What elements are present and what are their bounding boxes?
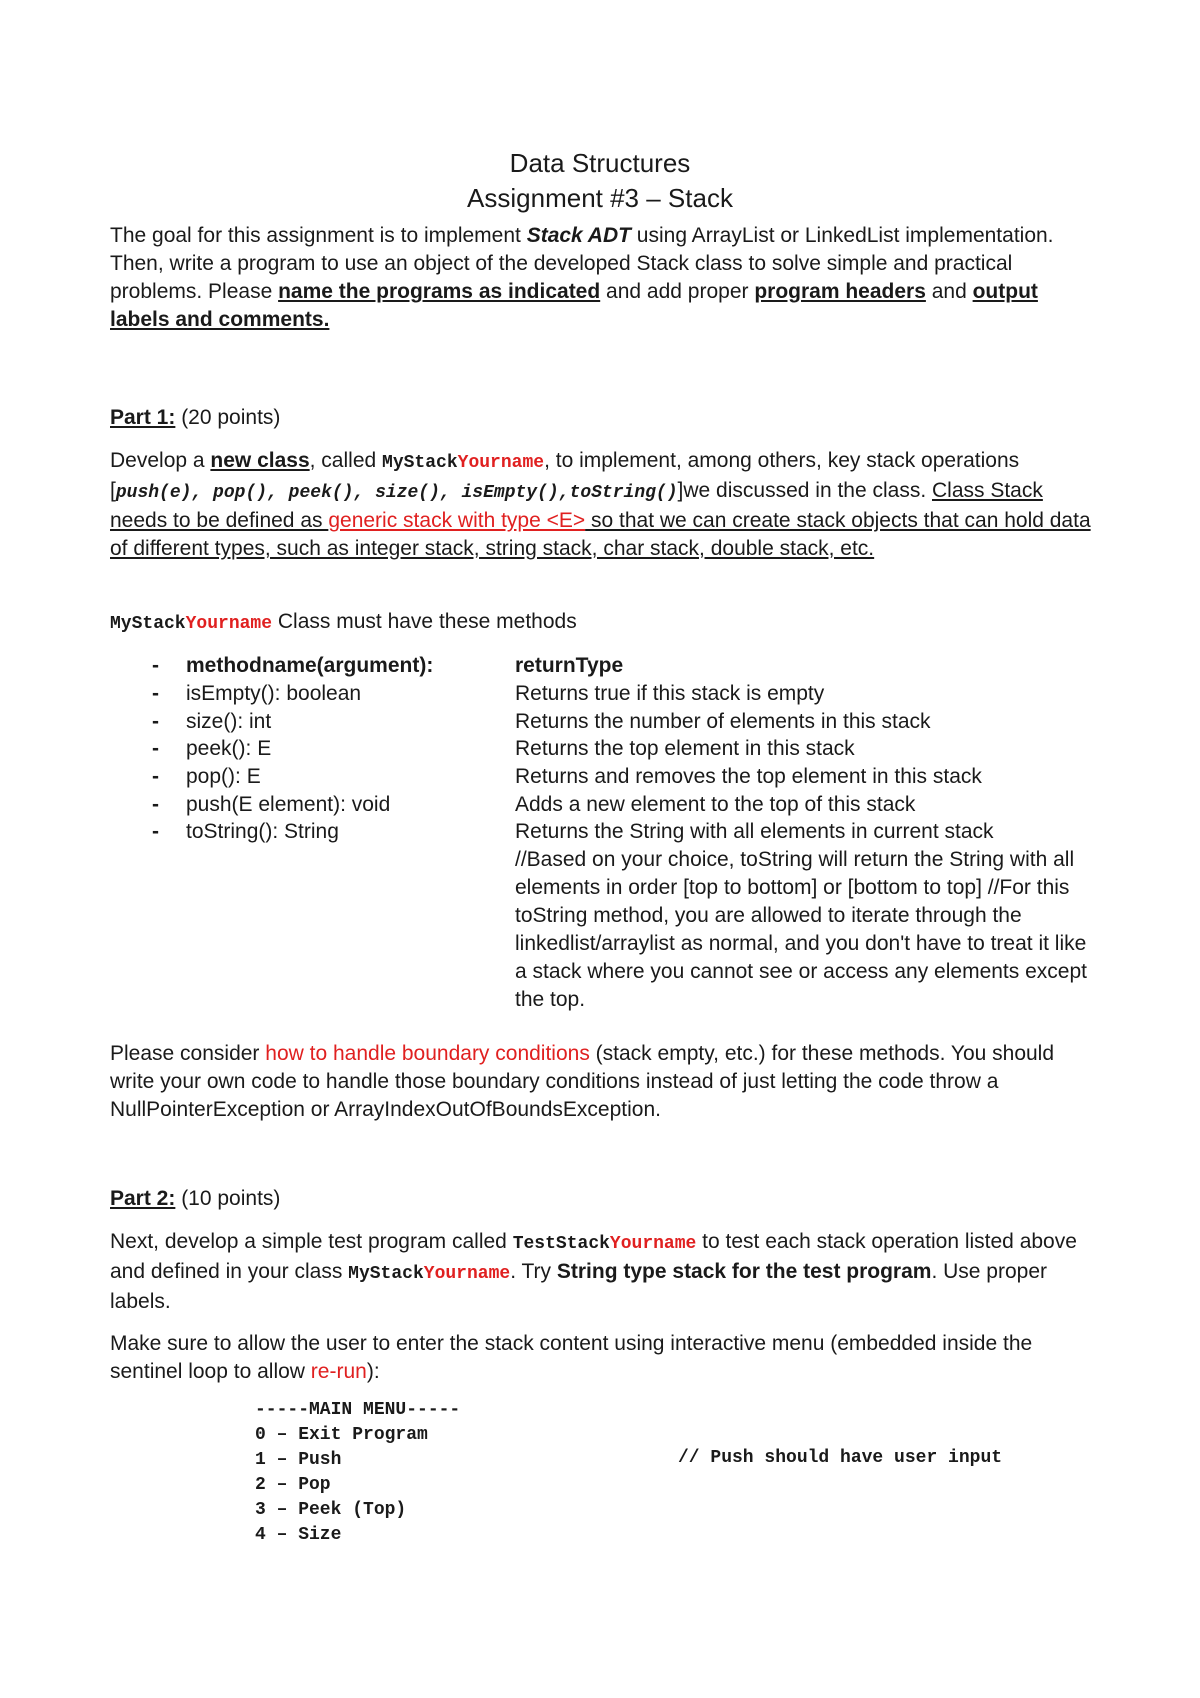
- part2-points: (10 points): [175, 1187, 281, 1210]
- method-name: pop(): E: [186, 765, 261, 788]
- intro-text-2: using ArrayList or LinkedList implementation. Then, write a program to use an object of the developed Stack class to solve simple and practical problems. Please: [110, 224, 1054, 303]
- p1-text-4: ]we discussed in the class.: [677, 479, 932, 502]
- method-description: Returns true if this stack is empty: [515, 682, 825, 705]
- method-name: toString(): String: [186, 820, 339, 843]
- p2-text-1: Next, develop a simple test program called: [110, 1230, 513, 1253]
- bullet-dash: -: [152, 820, 159, 843]
- intro-text-3: and add proper: [600, 280, 755, 303]
- method-description: Adds a new element to the top of this stack: [515, 793, 916, 816]
- push-comment: // Push should have user input: [678, 1448, 1003, 1468]
- generic-note-red: generic stack with type <E>: [328, 509, 586, 532]
- p2-text-4: . Use proper labels.: [110, 1260, 1048, 1313]
- part2-paragraph: [110, 1228, 1100, 1316]
- p1-text-3: , to implement, among others, key stack operations [: [110, 449, 1020, 502]
- method-description: Returns the top element in this stack: [515, 737, 855, 760]
- class-name-suffix: Yourname: [457, 453, 545, 473]
- method-row: [0, 708, 1200, 736]
- method-header-return: returnType: [515, 654, 624, 677]
- method-name: isEmpty(): boolean: [186, 682, 362, 705]
- class-name-suffix-3: Yourname: [423, 1264, 511, 1284]
- test-class-suffix: Yourname: [609, 1234, 697, 1254]
- part2-heading: [110, 1185, 1100, 1213]
- class-name-prefix: MyStack: [382, 453, 458, 473]
- menu-line-pop: 2 – Pop: [255, 1475, 331, 1495]
- menu-line-exit: 0 – Exit Program: [255, 1425, 428, 1445]
- method-row: [0, 818, 1200, 846]
- p1-text-1: Develop a: [110, 449, 211, 472]
- new-class-emphasis: new class: [210, 449, 310, 472]
- methods-header-row: [0, 652, 1200, 680]
- string-type-emphasis: String type stack for the test program: [556, 1260, 932, 1283]
- stack-adt-term: Stack ADT: [526, 224, 631, 247]
- document-subtitle: Assignment #3 – Stack: [467, 183, 733, 213]
- p2-text-3: . Try: [510, 1260, 557, 1283]
- output-labels-emphasis: output labels and comments.: [110, 280, 1038, 331]
- class-name-prefix-3: MyStack: [348, 1264, 424, 1284]
- menu-text-1: Make sure to allow the user to enter the stack content using interactive menu (embedded inside the sentinel loop to allow: [110, 1332, 1033, 1383]
- class-name-suffix-2: Yourname: [185, 614, 273, 634]
- method-row: [0, 735, 1200, 763]
- class-name-prefix-2: MyStack: [110, 614, 186, 634]
- intro-text-4: and: [925, 280, 973, 303]
- method-name: peek(): E: [186, 737, 272, 760]
- method-row: [0, 680, 1200, 708]
- part1-label: Part 1:: [110, 406, 176, 429]
- intro-paragraph: [110, 222, 1100, 334]
- part1-points: (20 points): [175, 406, 281, 429]
- menu-line-size: 4 – Size: [255, 1525, 342, 1545]
- intro-text-1: The goal for this assignment is to implement: [110, 224, 527, 247]
- boundary-paragraph: [110, 1040, 1100, 1124]
- method-description: Returns the number of elements in this stack: [515, 710, 931, 733]
- stack-operations-list: push(e), pop(), peek(), size(), isEmpty(),toString(): [115, 483, 678, 503]
- bullet-dash: -: [152, 793, 159, 816]
- method-description: Returns and removes the top element in this stack: [515, 765, 982, 788]
- boundary-red-text: how to handle boundary conditions: [265, 1042, 590, 1065]
- menu-line-header: -----MAIN MENU-----: [255, 1400, 461, 1420]
- boundary-text-2: (stack empty, etc.) for these methods. You should write your own code to handle those boundary conditions instead of just letting the code throw a NullPointerException or ArrayIndexOutOfBoundsException.: [110, 1042, 1055, 1121]
- bullet-dash: -: [152, 737, 159, 760]
- methods-intro: [110, 608, 1100, 638]
- test-class-prefix: TestStack: [512, 1234, 610, 1254]
- part2-label: Part 2:: [110, 1187, 176, 1210]
- bullet-dash: -: [152, 682, 159, 705]
- bullet-dash: -: [152, 710, 159, 733]
- name-programs-emphasis: name the programs as indicated: [278, 280, 601, 303]
- program-headers-emphasis: program headers: [754, 280, 926, 303]
- method-description: Returns the String with all elements in current stack: [515, 820, 994, 843]
- menu-line-peek: 3 – Peek (Top): [255, 1500, 407, 1520]
- method-row: [0, 763, 1200, 791]
- method-name: size(): int: [186, 710, 272, 733]
- menu-instructions: [110, 1330, 1100, 1386]
- boundary-text-1: Please consider: [110, 1042, 266, 1065]
- part1-paragraph: [110, 447, 1100, 563]
- method-name: push(E element): void: [186, 793, 391, 816]
- method-row: [0, 791, 1200, 819]
- bullet-dash: -: [152, 765, 159, 788]
- generic-note-2: so that we can create stack objects that can hold data of different types, such as integer stack, string stack, char stack, double stack, etc.: [110, 509, 1091, 560]
- rerun-red-text: re-run: [310, 1360, 367, 1383]
- method-header-name: methodname(argument):: [186, 654, 434, 677]
- generic-note-1: Class Stack needs to be defined as: [110, 479, 1043, 532]
- menu-line-push: 1 – Push: [255, 1450, 342, 1470]
- document-title: Data Structures: [509, 148, 691, 178]
- bullet-dash: -: [152, 654, 159, 677]
- p1-text-2: , called: [309, 449, 383, 472]
- p2-text-2: to test each stack operation listed above and defined in your class: [110, 1230, 1077, 1283]
- tostring-note: //Based on your choice, toString will return the String with all elements in order [top to bottom] or [bottom to top] //For this toString method, you are allowed to iterate through the linkedlist/arraylist as normal, and you don't have to treat it like a stack where you cannot see or access any elements except the top.: [515, 848, 1087, 1011]
- part1-heading: [110, 404, 1100, 432]
- menu-text-2: ):: [366, 1360, 380, 1383]
- methods-intro-text: Class must have these methods: [272, 610, 577, 633]
